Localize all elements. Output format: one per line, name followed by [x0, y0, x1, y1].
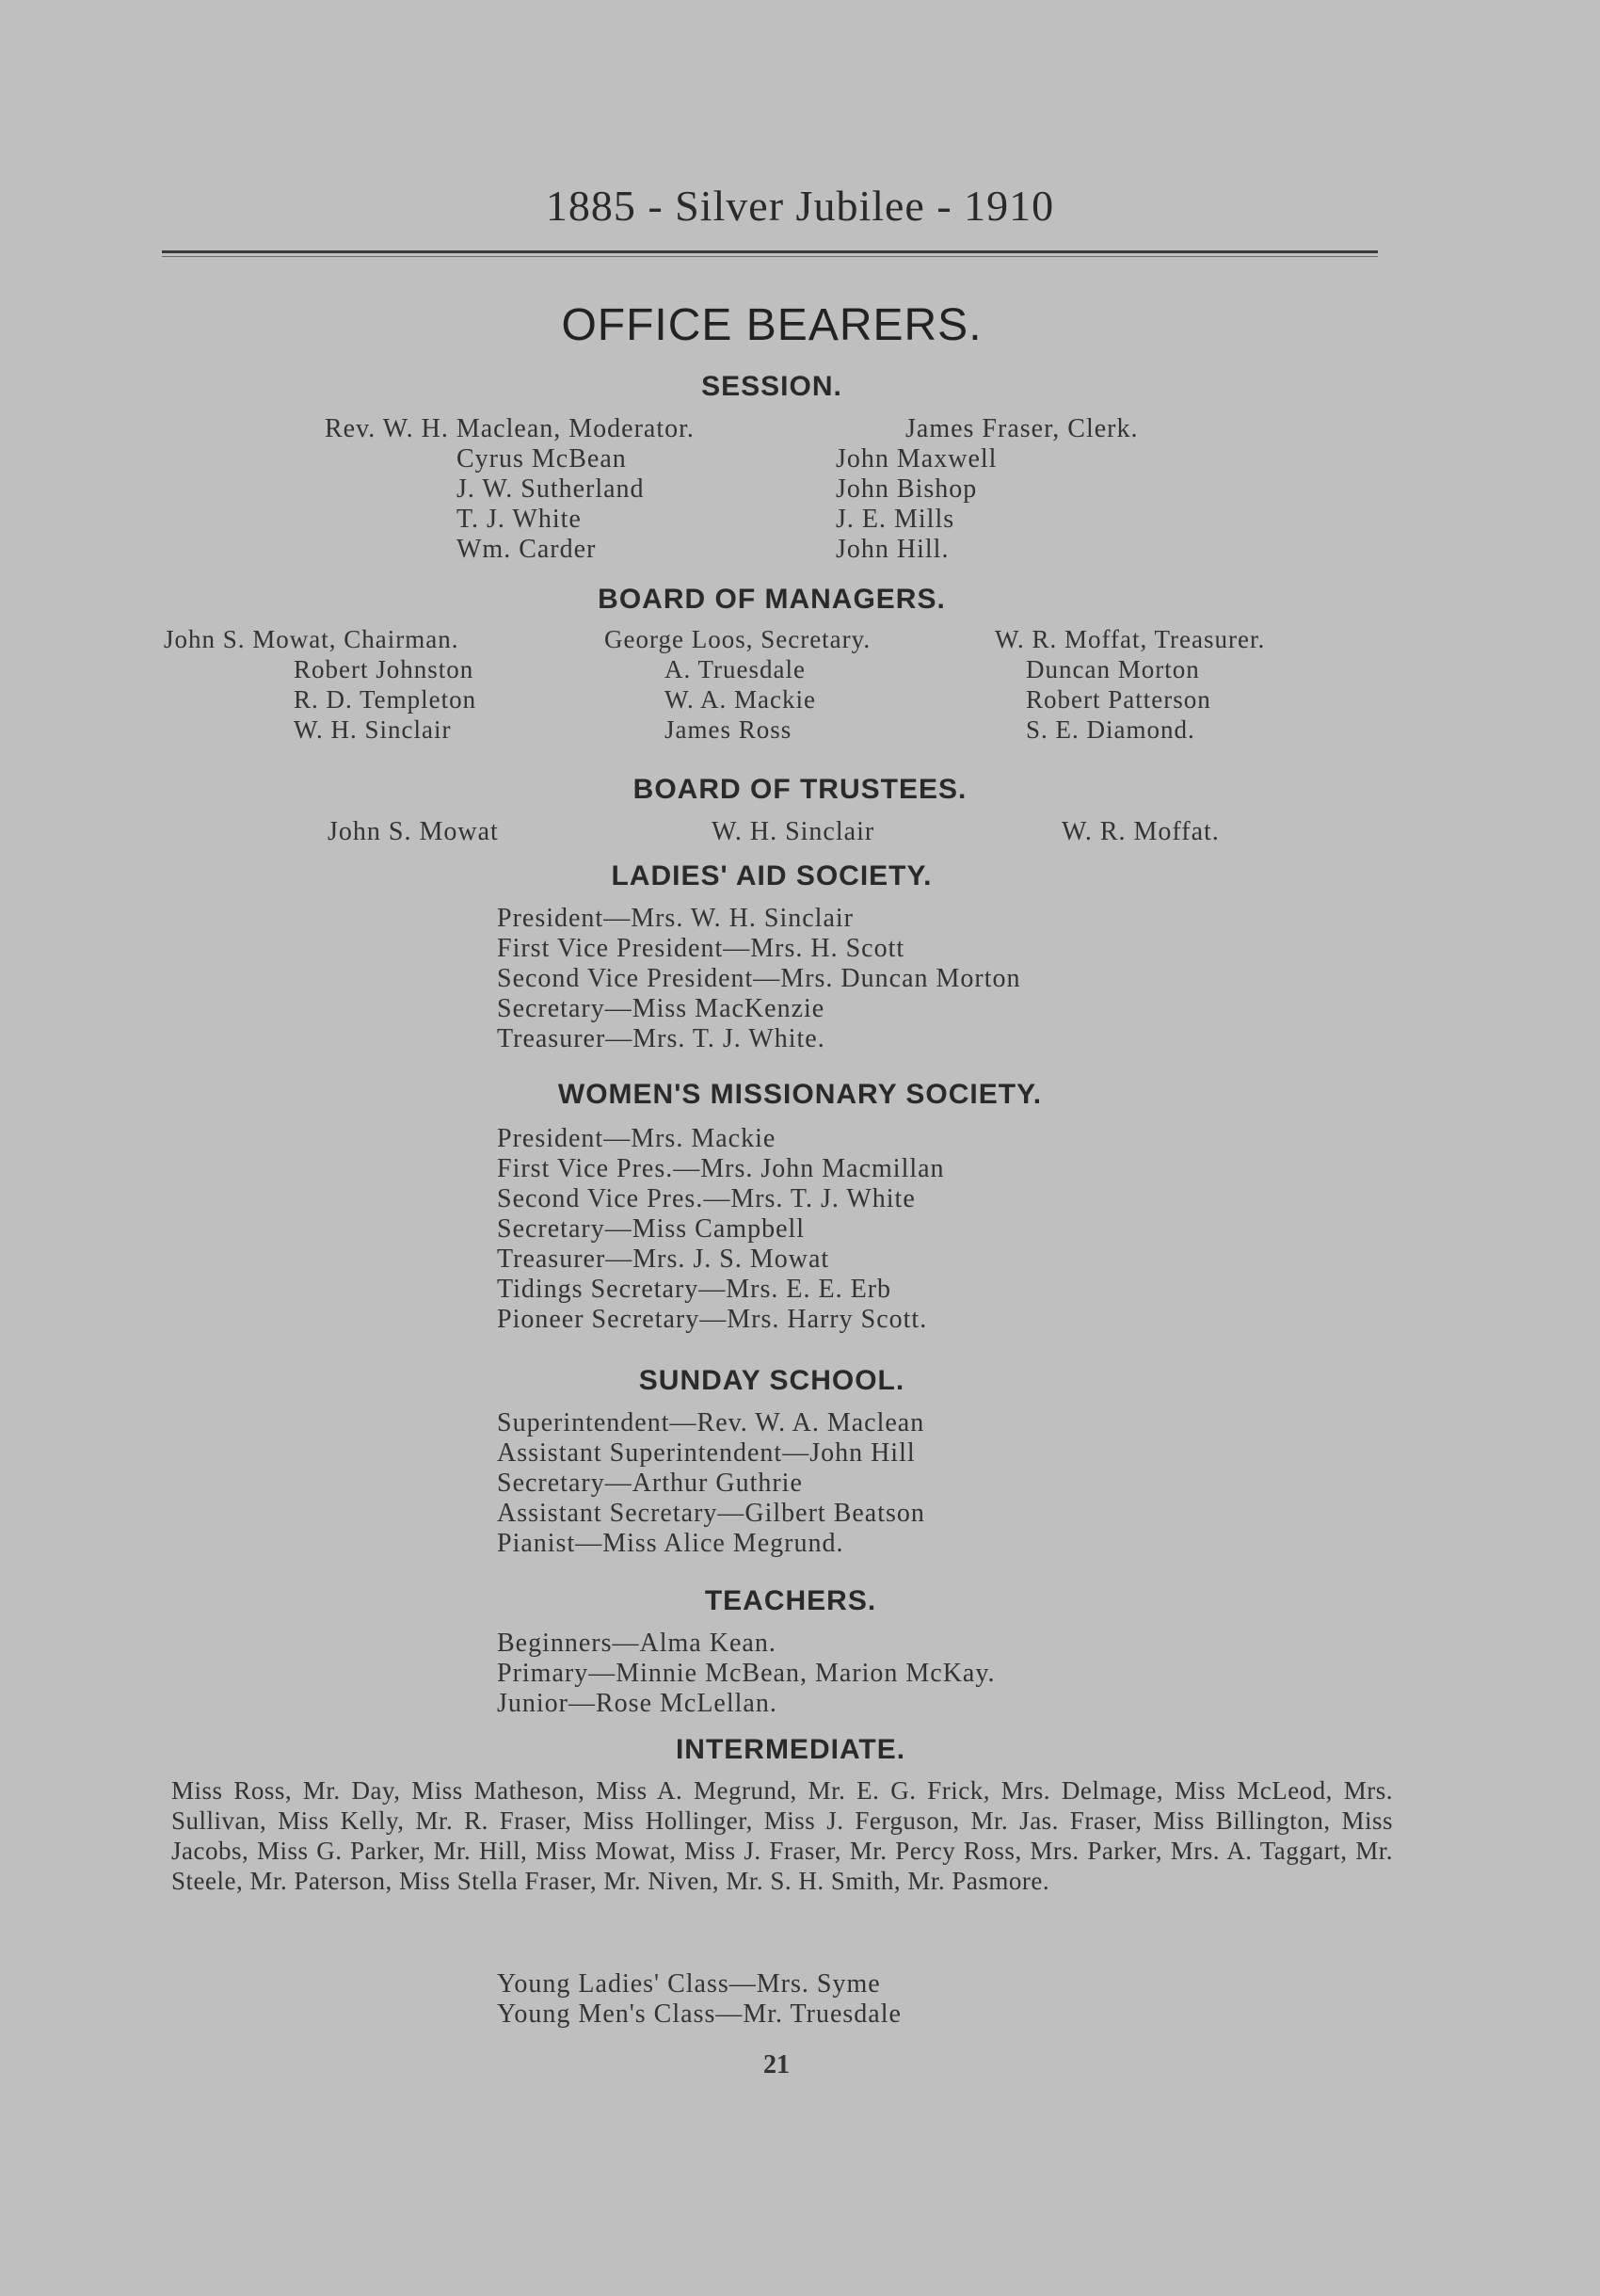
ladies-aid-line: Treasurer—Mrs. T. J. White. — [497, 1024, 825, 1053]
intermediate-teachers-list: Miss Ross, Mr. Day, Miss Matheson, Miss A. Megrund, Mr. E. G. Frick, Mrs. Delmage, Miss McLeod, Mrs. Sullivan, Miss Kelly, Mr. R. Fraser, Miss Hollinger, Miss J. Ferguson, Mr. Jas. Fraser, Miss Billington, Miss Jacobs, Miss G. Parker, Mr. Hill, Miss Mowat, Miss J. Fraser, Mr. Percy Ross, Mrs. Parker, Mrs. A. Taggart, Mr. Steele, Mr. Paterson, Miss Stella Fraser, Mr. Niven, Mr. S. H. Smith, Mr. Pasmore. — [171, 1776, 1393, 1895]
managers-member: Robert Johnston — [294, 655, 474, 683]
sunday-school-line: Assistant Superintendent—John Hill — [497, 1438, 916, 1468]
session-member: John Bishop — [836, 474, 978, 504]
teachers-heading: TEACHERS. — [704, 1585, 877, 1616]
trustee-name: W. R. Moffat. — [1062, 817, 1220, 846]
wms-heading: WOMEN'S MISSIONARY SOCIETY. — [557, 1079, 1043, 1110]
session-member: John Hill. — [836, 535, 950, 564]
session-member: Cyrus McBean — [456, 444, 627, 474]
wms-line: Pioneer Secretary—Mrs. Harry Scott. — [497, 1305, 928, 1334]
ladies-aid-line: Second Vice President—Mrs. Duncan Morton — [497, 964, 1021, 993]
header-rule — [162, 250, 1378, 253]
managers-heading: BOARD OF MANAGERS. — [598, 584, 946, 615]
session-member: J. E. Mills — [836, 505, 955, 534]
trustee-name: W. H. Sinclair — [712, 817, 875, 846]
sunday-school-heading: SUNDAY SCHOOL. — [638, 1365, 905, 1396]
teachers-line: Primary—Minnie McBean, Marion McKay. — [497, 1659, 996, 1688]
intermediate-heading: INTERMEDIATE. — [675, 1734, 906, 1765]
session-member: J. W. Sutherland — [456, 474, 645, 504]
managers-member: James Ross — [664, 715, 792, 744]
ladies-aid-line: First Vice President—Mrs. H. Scott — [497, 934, 905, 963]
managers-treasurer: W. R. Moffat, Treasurer. — [995, 625, 1266, 653]
ladies-aid-line: Secretary—Miss MacKenzie — [497, 994, 825, 1023]
wms-line: Tidings Secretary—Mrs. E. E. Erb — [497, 1275, 892, 1304]
session-member: T. J. White — [456, 505, 582, 534]
wms-line: First Vice Pres.—Mrs. John Macmillan — [497, 1154, 945, 1183]
managers-secretary: George Loos, Secretary. — [604, 625, 872, 653]
ladies-aid-line: President—Mrs. W. H. Sinclair — [497, 904, 854, 933]
teachers-line: Junior—Rose McLellan. — [497, 1689, 777, 1718]
managers-member: W. H. Sinclair — [294, 715, 452, 744]
trustee-name: John S. Mowat — [328, 817, 499, 846]
running-header: 1885 - Silver Jubilee - 1910 — [545, 182, 1055, 230]
sunday-school-line: Secretary—Arthur Guthrie — [497, 1469, 803, 1498]
class-teacher-line: Young Men's Class—Mr. Truesdale — [497, 1999, 902, 2029]
managers-member: S. E. Diamond. — [1026, 715, 1195, 744]
wms-line: Second Vice Pres.—Mrs. T. J. White — [497, 1184, 916, 1213]
wms-line: Treasurer—Mrs. J. S. Mowat — [497, 1244, 830, 1274]
managers-member: R. D. Templeton — [294, 685, 477, 714]
page-title: OFFICE BEARERS. — [561, 300, 983, 350]
sunday-school-line: Pianist—Miss Alice Megrund. — [497, 1529, 844, 1558]
ladies-aid-heading: LADIES' AID SOCIETY. — [611, 860, 933, 891]
session-member: John Maxwell — [836, 444, 998, 474]
teachers-line: Beginners—Alma Kean. — [497, 1629, 776, 1658]
session-member: Wm. Carder — [456, 535, 597, 564]
sunday-school-line: Superintendent—Rev. W. A. Maclean — [497, 1408, 925, 1437]
trustees-heading: BOARD OF TRUSTEES. — [632, 774, 968, 805]
managers-member: W. A. Mackie — [664, 685, 816, 714]
managers-chairman: John S. Mowat, Chairman. — [164, 625, 459, 653]
wms-line: President—Mrs. Mackie — [497, 1124, 776, 1153]
managers-member: Duncan Morton — [1026, 655, 1200, 683]
session-moderator: Rev. W. H. Maclean, Moderator. — [325, 414, 695, 443]
page-number: 21 — [763, 2050, 790, 2079]
managers-member: Robert Patterson — [1026, 685, 1211, 714]
managers-member: A. Truesdale — [664, 655, 807, 683]
sunday-school-line: Assistant Secretary—Gilbert Beatson — [497, 1499, 925, 1528]
wms-line: Secretary—Miss Campbell — [497, 1214, 806, 1244]
session-clerk: James Fraser, Clerk. — [905, 414, 1139, 443]
class-teacher-line: Young Ladies' Class—Mrs. Syme — [497, 1969, 881, 1999]
header-rule-thin — [162, 256, 1378, 257]
session-heading: SESSION. — [701, 371, 842, 402]
